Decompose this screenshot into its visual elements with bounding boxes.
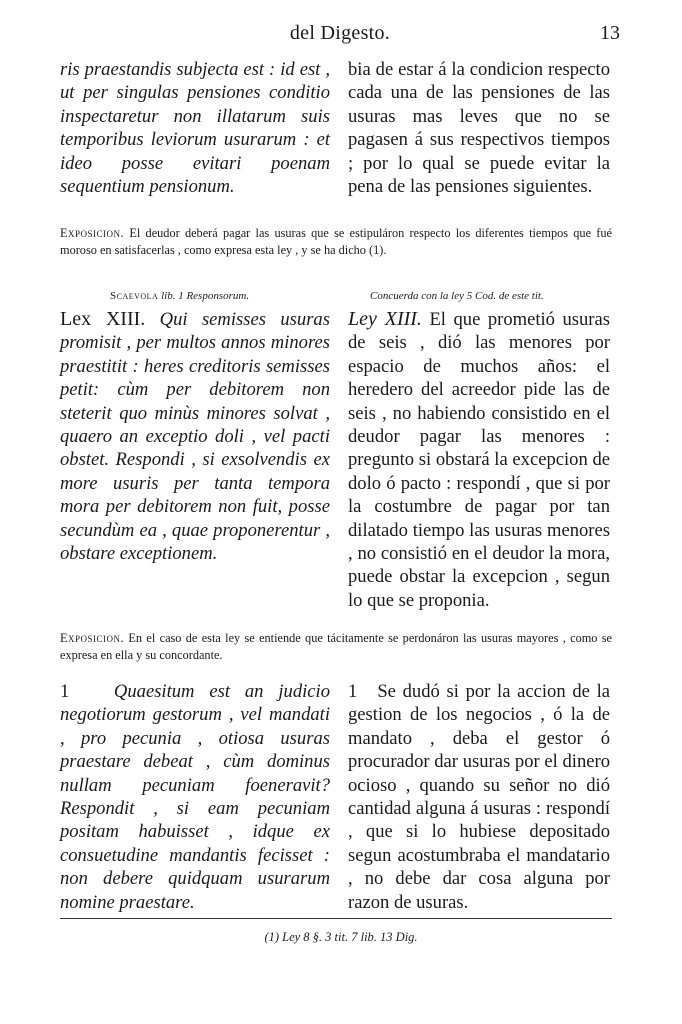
concordance-caption: Concuerda con la ley 5 Cod. de este tit. xyxy=(370,290,544,302)
spanish-continuation xyxy=(348,58,610,198)
exposicion-note-1 xyxy=(60,225,612,259)
spanish-ley-xiii xyxy=(348,308,610,612)
source-caption xyxy=(110,289,249,303)
work-reference: lib. 1 Responsorum. xyxy=(161,290,250,302)
page-header xyxy=(60,22,620,52)
exposicion-label: Exposicion. xyxy=(60,226,125,240)
section-number: 1 xyxy=(60,681,70,702)
latin-continuation xyxy=(60,58,330,198)
spanish-section-text: Se dudó si por la accion de la gestion de los negocios , ó la de mandato , deba el gestor ó procurador dar usuras por el dinero ocioso , quando su señor no dió cantidad alguna á usuras : respondí , que si lo hubiese depositado segun acostumbraba el mandatario , no debe dar cosa alguna por razon de usuras. xyxy=(348,681,610,913)
spanish-section-1 xyxy=(348,680,610,914)
footnote: (1) Ley 8 §. 3 tit. 7 lib. 13 Dig. xyxy=(264,930,418,944)
footnote-rule xyxy=(60,918,612,919)
spanish-ley-heading: Ley XIII. xyxy=(348,308,422,330)
exposicion-text: El deudor deberá pagar las usuras que se estipuláron respecto los diferentes tiempos que fué moroso en satisfacerlas , como expresa esta ley , y se ha dicho (1). xyxy=(60,226,612,257)
exposicion-text: En el caso de esta ley se entiende que tácitamente se perdonáron las usuras mayores , como se expresa en ella y su concordante. xyxy=(60,631,612,662)
latin-continuation-text: ris praestandis subjecta est : id est , ut per singulas pensiones conditio inspectaretur non illatarum suis temporibus leviorum usurarum : et ideo posse evitari poenam sequentium pensionum. xyxy=(60,59,330,198)
page-number: 13 xyxy=(600,22,620,44)
latin-lex-heading: Lex XIII. xyxy=(60,308,146,330)
running-title: del Digesto. xyxy=(289,22,391,44)
latin-section-1 xyxy=(60,680,330,914)
spanish-continuation-text: bia de estar á la condicion respecto cada una de las pensiones de las usuras mas leves que no se pagasen á sus respectivos tiempos ; por lo qual se puede evitar la pena de las pensiones siguientes. xyxy=(348,59,610,198)
author-name: Scaevola xyxy=(110,290,159,302)
latin-lex-xiii xyxy=(60,308,330,565)
section-number: 1 xyxy=(348,681,358,702)
latin-lex-text: Qui semisses usuras promisit , per multos annos minores praestitit : heres creditoris semisses petit: cùm per debitorem non steterit quo minùs minores solvat , quaero an exceptio doli , vel pacti obstet. Respondi , si exsolvendis ex more usuris per tanta tempora mora per debitorem non fuit, posse secundùm ea , quae proponerentur , obstare exceptionem. xyxy=(60,309,330,565)
exposicion-note-2 xyxy=(60,630,612,664)
latin-section-text: Quaesitum est an judicio negotiorum gestorum , vel mandati , pro pecunia , otiosa usuras praestare debeat , cùm dominus nullam pecuniam foeneravit? Respondit , si eam pecuniam positam habuisset , idque ex consuetudine mandantis fecisset : non debere quidquam usurarum nomine praestare. xyxy=(60,681,330,913)
spanish-ley-text: El que prometió usuras de seis , dió las menores por espacio de muchos años: el heredero del acreedor pide las de seis , no habiendo consistido en el deudor pagar las menores : pregunto si obstará la excepcion de dolo ó pacto : respondí , que si por la costumbre de pagar por tan dilatado tiempo las usuras menores , no consistió en el deudor la mora, puede obstar la excepcion , segun lo que se proponia. xyxy=(348,309,610,611)
exposicion-label: Exposicion. xyxy=(60,631,125,645)
